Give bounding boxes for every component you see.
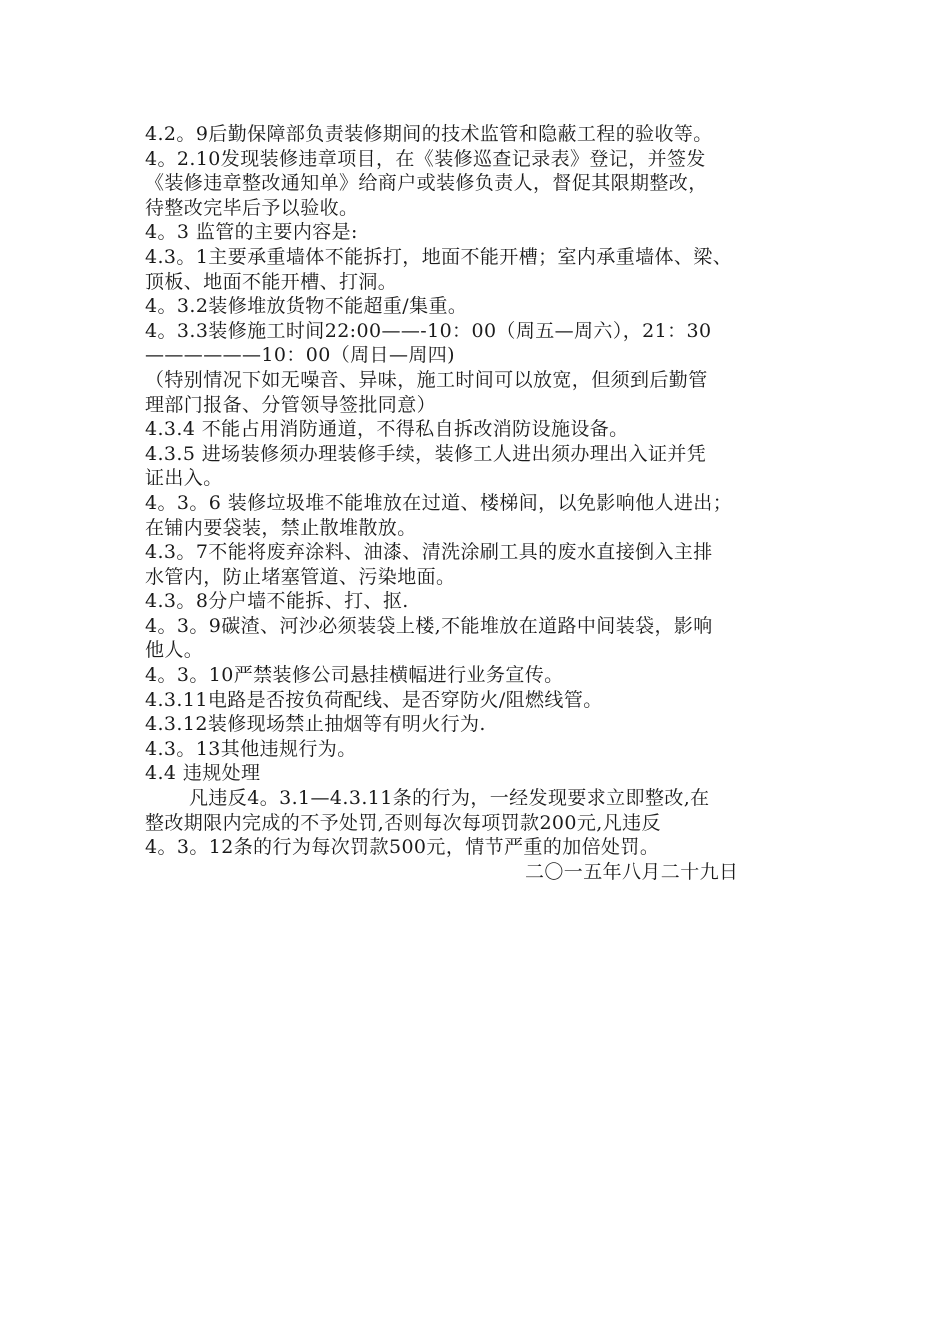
text-line: 在铺内要袋装，禁止散堆散放。 xyxy=(145,516,417,539)
paragraph-line: 凡违反4。3.1—4.3.11条的行为，一经发现要求立即整改,在 xyxy=(189,787,710,810)
text-line: 《装修违章整改通知单》给商户或装修负责人，督促其限期整改， xyxy=(145,172,708,195)
text-line: 4.3。13其他违规行为。 xyxy=(145,737,357,760)
text-line: 4。3.2装修堆放货物不能超重/集重。 xyxy=(145,295,468,318)
text-line: ——————10：00（周日—周四) xyxy=(145,344,455,367)
text-line: 4.3.5 进场装修须办理装修手续，装修工人进出须办理出入证并凭 xyxy=(145,442,707,465)
section-heading: 4。3 监管的主要内容是: xyxy=(145,221,358,244)
text-line: 4。2.10发现装修违章项目，在《装修巡查记录表》登记，并签发 xyxy=(145,147,706,170)
text-line: 理部门报备、分管领导签批同意） xyxy=(145,393,437,416)
text-line: 4.3.11电路是否按负荷配线、是否穿防火/阻燃线管。 xyxy=(145,688,603,711)
text-line: 水管内，防止堵塞管道、污染地面。 xyxy=(145,565,456,588)
text-line: 待整改完毕后予以验收。 xyxy=(145,196,359,219)
document-date: 二〇一五年八月二十九日 xyxy=(525,860,739,883)
text-line: 他人。 xyxy=(145,639,204,662)
text-line: 4。3.3装修施工时间22:00——-10：00（周五—周六），21：30 xyxy=(145,319,712,342)
text-line: 4.3.4 不能占用消防通道，不得私自拆改消防设施设备。 xyxy=(145,418,629,441)
text-line: 顶板、地面不能开槽、打洞。 xyxy=(145,270,398,293)
text-line: 4.2。9后勤保障部负责装修期间的技术监管和隐蔽工程的验收等。 xyxy=(145,123,713,145)
text-line: 4。3。9碳渣、河沙必须装袋上楼,不能堆放在道路中间装袋，影响 xyxy=(145,614,713,637)
section-heading: 4.4 违规处理 xyxy=(145,762,261,785)
text-line: 4。3。10严禁装修公司悬挂横幅进行业务宣传。 xyxy=(145,664,564,687)
text-line: 4.3.12装修现场禁止抽烟等有明火行为. xyxy=(145,713,486,736)
paragraph-line: 4。3。12条的行为每次罚款500元，情节严重的加倍处罚。 xyxy=(145,836,660,859)
text-line: 4.3。8分户墙不能拆、打、抠. xyxy=(145,590,409,613)
document-body xyxy=(145,122,825,884)
text-line: 4.3。7不能将废弃涂料、油漆、清洗涂刷工具的废水直接倒入主排 xyxy=(145,541,713,564)
paragraph-line: 整改期限内完成的不予处罚,否则每次每项罚款200元,凡违反 xyxy=(145,811,661,834)
text-line: （特别情况下如无噪音、异味，施工时间可以放宽，但须到后勤管 xyxy=(145,368,708,391)
text-line: 4.3。1主要承重墙体不能拆打，地面不能开槽；室内承重墙体、梁、 xyxy=(145,245,733,268)
text-line: 证出入。 xyxy=(145,467,223,490)
text-line: 4。3。6 装修垃圾堆不能堆放在过道、楼梯间，以免影响他人进出； xyxy=(145,491,733,514)
